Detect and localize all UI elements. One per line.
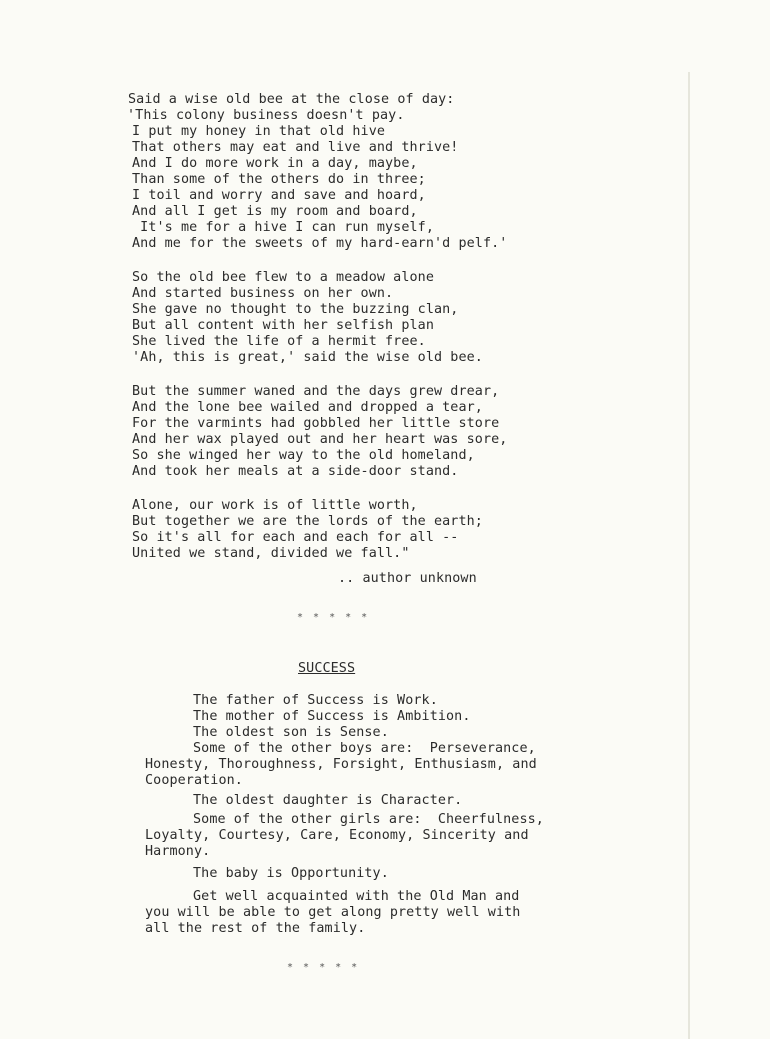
poem-line: 'Ah, this is great,' said the wise old bee. [132, 350, 483, 365]
poem-line: So the old bee flew to a meadow alone [132, 270, 434, 285]
poem-line: 'This colony business doesn't pay. [127, 108, 405, 123]
poem-line: I toil and worry and save and hoard, [132, 188, 426, 203]
poem-line: But together we are the lords of the earth; [132, 514, 483, 529]
poem-attribution: .. author unknown [338, 571, 477, 586]
success-line: Get well acquainted with the Old Man and [193, 889, 520, 904]
section-separator: * * * * * [297, 612, 370, 623]
poem-line: So it's all for each and each for all -- [132, 530, 459, 545]
poem-line: She lived the life of a hermit free. [132, 334, 426, 349]
success-line: Honesty, Thoroughness, Forsight, Enthusiasm, and [145, 757, 537, 772]
poem-line: That others may eat and live and thrive! [132, 140, 459, 155]
success-line: The baby is Opportunity. [193, 866, 389, 881]
poem-line: But the summer waned and the days grew drear, [132, 384, 500, 399]
poem-line: Than some of the others do in three; [132, 172, 426, 187]
poem-line: Said a wise old bee at the close of day: [128, 92, 455, 107]
success-line: The oldest son is Sense. [193, 725, 389, 740]
poem-line: For the varmints had gobbled her little store [132, 416, 500, 431]
success-line: The mother of Success is Ambition. [193, 709, 471, 724]
success-line: The father of Success is Work. [193, 693, 438, 708]
success-line: Some of the other boys are: Perseverance, [193, 741, 536, 756]
success-line: Loyalty, Courtesy, Care, Economy, Sincerity and [145, 828, 529, 843]
poem-line: But all content with her selfish plan [132, 318, 434, 333]
poem-line: She gave no thought to the buzzing clan, [132, 302, 459, 317]
poem-line: And her wax played out and her heart was sore, [132, 432, 508, 447]
poem-line: And me for the sweets of my hard-earn'd pelf.' [132, 236, 508, 251]
poem-line: United we stand, divided we fall." [132, 546, 410, 561]
success-line: you will be able to get along pretty well with [145, 905, 521, 920]
poem-line: Alone, our work is of little worth, [132, 498, 418, 513]
success-line: Harmony. [145, 844, 211, 859]
poem-line: And started business on her own. [132, 286, 394, 301]
poem-line: I put my honey in that old hive [132, 124, 386, 139]
success-line: all the rest of the family. [145, 921, 366, 936]
poem-line: And the lone bee wailed and dropped a tear, [132, 400, 483, 415]
poem-line: And I do more work in a day, maybe, [132, 156, 418, 171]
poem-line: So she winged her way to the old homeland, [132, 448, 475, 463]
section-separator-bottom: * * * * * [287, 962, 360, 973]
success-line: The oldest daughter is Character. [193, 793, 463, 808]
poem-line: And all I get is my room and board, [132, 204, 418, 219]
success-line: Cooperation. [145, 773, 243, 788]
success-line: Some of the other girls are: Cheerfulness, [193, 812, 544, 827]
poem-line: It's me for a hive I can run myself, [132, 220, 434, 235]
poem-line: And took her meals at a side-door stand. [132, 464, 459, 479]
success-heading: SUCCESS [298, 661, 356, 676]
